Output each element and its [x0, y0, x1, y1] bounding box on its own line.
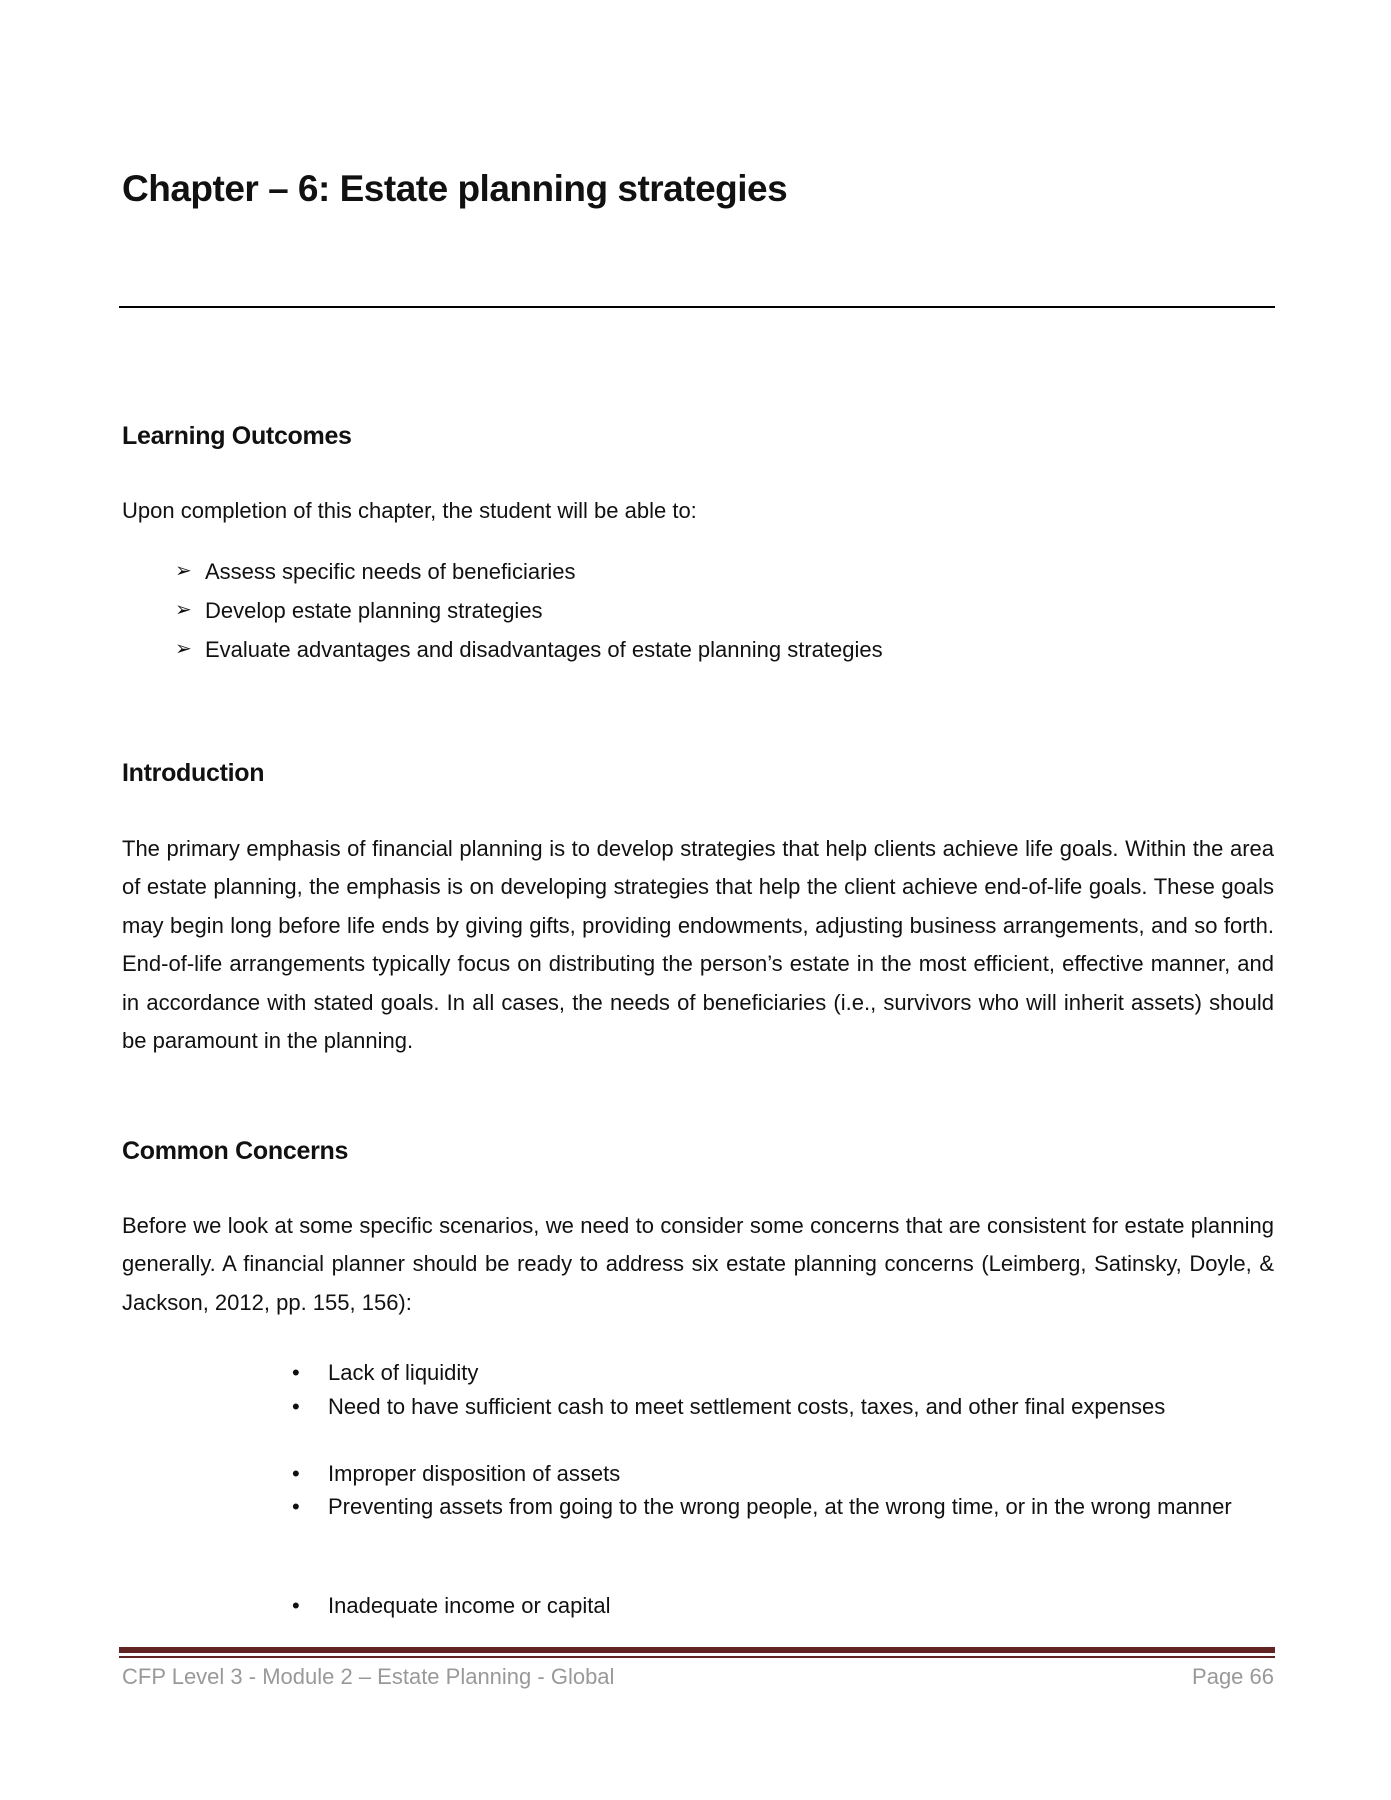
arrow-bullet-icon: ➢	[175, 638, 192, 660]
common-concerns-heading: Common Concerns	[122, 1137, 349, 1165]
introduction-heading: Introduction	[122, 759, 265, 787]
footer-document-title: CFP Level 3 - Module 2 – Estate Planning - Global	[122, 1664, 615, 1689]
chapter-title: Chapter – 6: Estate planning strategies	[122, 168, 788, 209]
arrow-bullet-icon: ➢	[175, 599, 192, 621]
common-concerns-paragraph: Before we look at some specific scenarios, we need to consider some concerns that are consistent for estate planning generally. A financial planner should be ready to address six estate planning concerns (Leimberg, Satinsky, Doyle, & Jackson, 2012, pp. 155, 156):	[122, 1213, 1274, 1315]
bullet-icon: •	[292, 1394, 300, 1419]
bullet-icon: •	[292, 1461, 300, 1486]
list-item: ➢ Assess specific needs of beneficiaries	[205, 555, 576, 589]
list-item: • Inadequate income or capital	[328, 1589, 1274, 1623]
list-item: • Need to have sufficient cash to meet settlement costs, taxes, and other final expenses	[328, 1390, 1274, 1424]
bullet-icon: •	[292, 1593, 300, 1618]
list-item: ➢ Develop estate planning strategies	[205, 594, 543, 628]
learning-outcomes-intro: Upon completion of this chapter, the student will be able to:	[122, 498, 697, 523]
arrow-bullet-icon: ➢	[175, 560, 192, 582]
list-item: • Improper disposition of assets	[328, 1457, 1274, 1491]
title-divider	[119, 306, 1275, 308]
page-number: Page 66	[1192, 1664, 1274, 1689]
introduction-paragraph: The primary emphasis of financial planning is to develop strategies that help clients achieve life goals. Within the area of estate planning, the emphasis is on developing strategies that help the client achieve end-of-life goals. These goals may begin long before life ends by giving gifts, providing endowments, adjusting business arrangements, and so forth. End-of-life arrangements typically focus on distributing the person’s estate in the most efficient, effective manner, and in accordance with stated goals. In all cases, the needs of beneficiaries (i.e., survivors who will inherit assets) should be paramount in the planning.	[122, 836, 1274, 1054]
footer-rule-thick	[119, 1647, 1275, 1653]
learning-outcomes-heading: Learning Outcomes	[122, 422, 352, 450]
bullet-icon: •	[292, 1494, 300, 1519]
footer-rule-thin	[119, 1656, 1275, 1658]
list-item: • Preventing assets from going to the wrong people, at the wrong time, or in the wrong manner	[328, 1490, 1274, 1524]
list-item: • Lack of liquidity	[328, 1356, 1274, 1390]
list-item: ➢ Evaluate advantages and disadvantages of estate planning strategies	[205, 633, 883, 667]
bullet-icon: •	[292, 1360, 300, 1385]
